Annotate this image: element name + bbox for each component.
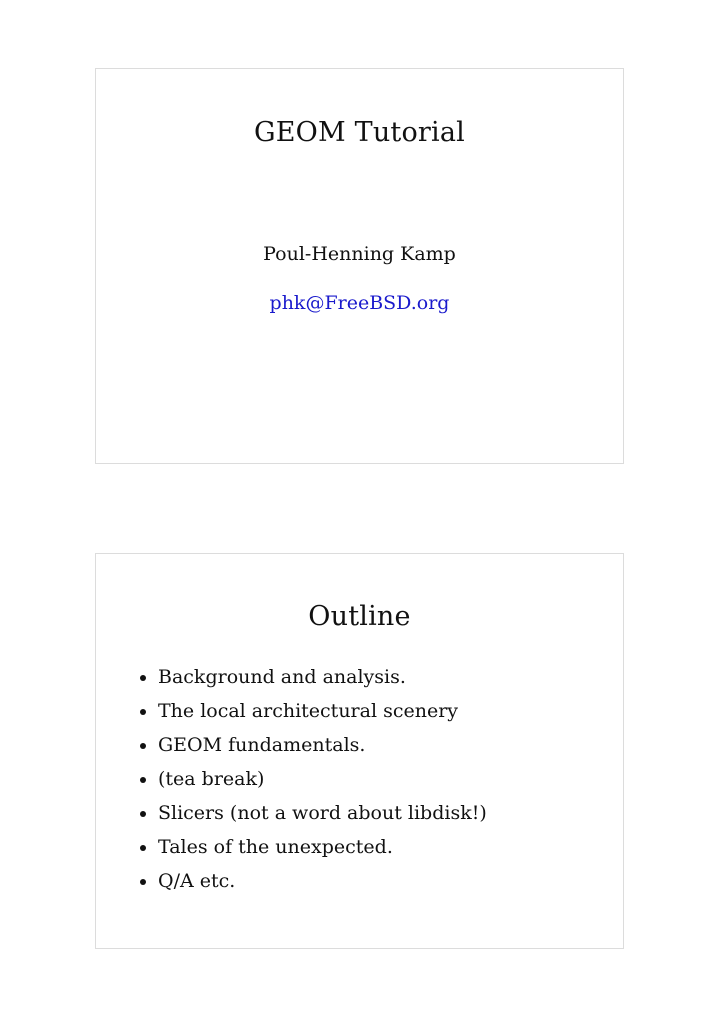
list-item-text: Slicers (not a word about libdisk!) — [158, 802, 487, 824]
author-email-container — [96, 292, 623, 314]
bullet-icon — [140, 811, 146, 817]
outline-list — [140, 663, 487, 901]
list-item-text: Background and analysis. — [158, 666, 406, 688]
list-item — [140, 765, 487, 799]
list-item — [140, 867, 487, 901]
author-name: Poul-Henning Kamp — [263, 243, 456, 265]
list-item-text: Q/A etc. — [158, 870, 236, 892]
list-item — [140, 697, 487, 731]
bullet-icon — [140, 879, 146, 885]
list-item — [140, 663, 487, 697]
bullet-icon — [140, 709, 146, 715]
slide-outline — [95, 553, 624, 949]
list-item-text: The local architectural scenery — [158, 700, 459, 722]
list-item — [140, 833, 487, 867]
bullet-icon — [140, 777, 146, 783]
list-item — [140, 799, 487, 833]
slide-title-heading: GEOM Tutorial — [253, 117, 466, 148]
bullet-icon — [140, 845, 146, 851]
bullet-icon — [140, 743, 146, 749]
list-item-text: Tales of the unexpected. — [158, 836, 393, 858]
list-item — [140, 731, 487, 765]
bullet-icon — [140, 675, 146, 681]
author-email-link[interactable]: phk@FreeBSD.org — [269, 292, 450, 314]
slide-title — [95, 68, 624, 464]
outline-heading: Outline — [308, 601, 411, 632]
list-item-text: GEOM fundamentals. — [158, 734, 366, 756]
list-item-text: (tea break) — [158, 768, 265, 790]
